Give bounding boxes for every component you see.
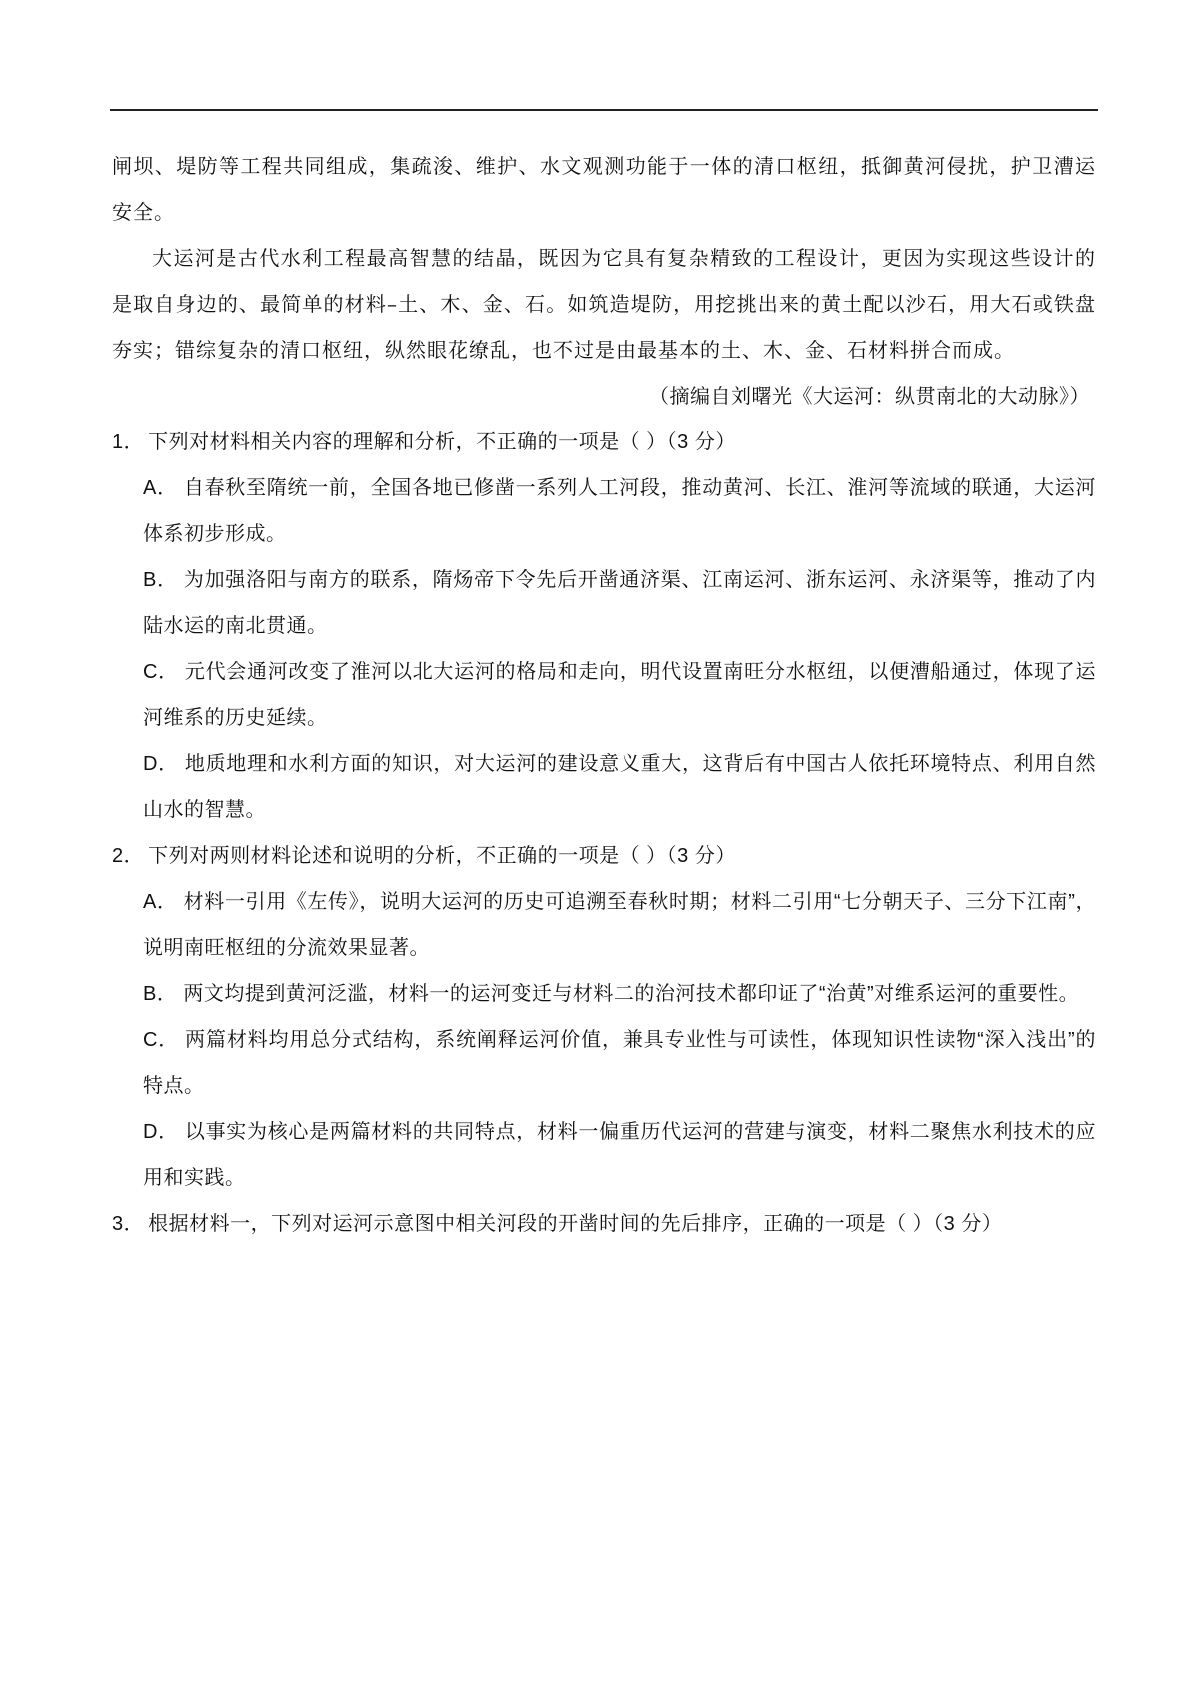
option-label: C． <box>143 1029 180 1051</box>
question-text: 下列对两则材料论述和说明的分析，不正确的一项是（ ）（3 分） <box>148 845 736 867</box>
option-c <box>143 1017 1096 1109</box>
material-paragraph: 闸坝、堤防等工程共同组成，集疏浚、维护、水文观测功能于一体的清口枢纽，抵御黄河侵扰，护卫漕运安全。 <box>112 154 1096 224</box>
option-label: D． <box>143 753 179 775</box>
question-number: 3． <box>112 1213 145 1235</box>
question-3 <box>112 1201 1096 1247</box>
option-text: 两文均提到黄河泛滥，材料一的运河变迁与材料二的治河技术都印证了“治黄”对维系运河的重要性。 <box>183 983 1080 1005</box>
option-text: 两篇材料均用总分式结构，系统阐释运河价值，兼具专业性与可读性，体现知识性读物“深入浅出”的特点。 <box>143 1029 1096 1097</box>
option-d <box>143 741 1096 833</box>
question-1 <box>112 419 1096 833</box>
option-label: A． <box>143 477 178 499</box>
option-d <box>143 1109 1096 1201</box>
option-text: 为加强洛阳与南方的联系，隋炀帝下令先后开凿通济渠、江南运河、浙东运河、永济渠等，推动了内陆水运的南北贯通。 <box>143 569 1097 637</box>
question-text: 根据材料一，下列对运河示意图中相关河段的开凿时间的先后排序，正确的一项是（ ）（3 分） <box>148 1213 1003 1235</box>
question-number: 2． <box>112 845 145 867</box>
option-label: B． <box>143 569 178 591</box>
option-text: 以事实为核心是两篇材料的共同特点，材料一偏重历代运河的营建与演变，材料二聚焦水利技术的应用和实践。 <box>143 1121 1096 1189</box>
question-text: 下列对材料相关内容的理解和分析，不正确的一项是（ ）（3 分） <box>148 431 736 453</box>
header-rule <box>110 109 1098 111</box>
option-a <box>143 465 1096 557</box>
option-text: 材料一引用《左传》，说明大运河的历史可追溯至春秋时期；材料二引用“七分朝天子、三分下江南”，说明南旺枢纽的分流效果显著。 <box>143 891 1096 959</box>
option-label: A． <box>143 891 178 913</box>
option-label: B． <box>143 983 178 1005</box>
question-stem <box>112 833 1096 879</box>
option-label: C． <box>143 661 179 683</box>
option-text: 地质地理和水利方面的知识，对大运河的建设意义重大，这背后有中国古人依托环境特点、利用自然山水的智慧。 <box>143 753 1096 821</box>
question-stem <box>112 419 1096 465</box>
option-b <box>143 971 1096 1017</box>
option-text: 元代会通河改变了淮河以北大运河的格局和走向，明代设置南旺分水枢纽，以便漕船通过，体现了运河维系的历史延续。 <box>143 661 1096 729</box>
source-citation: （摘编自刘曙光《大运河：纵贯南北的大动脉》） <box>649 384 1090 408</box>
option-text: 自春秋至隋统一前，全国各地已修凿一系列人工河段，推动黄河、长江、淮河等流域的联通，大运河体系初步形成。 <box>143 477 1097 545</box>
option-label: D． <box>143 1121 179 1143</box>
page-content <box>112 143 1096 1247</box>
option-a <box>143 879 1096 971</box>
option-c <box>143 649 1096 741</box>
material-paragraph: 大运河是古代水利工程最高智慧的结晶，既因为它具有复杂精致的工程设计，更因为实现这些设计的是取自身边的、最简单的材料–土、木、金、石。如筑造堤防，用挖挑出来的黄土配以沙石，用大石或铁盘夯实；错综复杂的清口枢纽，纵然眼花缭乱，也不过是由最基本的土、木、金、石材料拼合而成。 <box>112 246 1096 362</box>
question-number: 1． <box>112 431 145 453</box>
option-b <box>143 557 1096 649</box>
question-2 <box>112 833 1096 1201</box>
question-stem <box>112 1201 1096 1247</box>
